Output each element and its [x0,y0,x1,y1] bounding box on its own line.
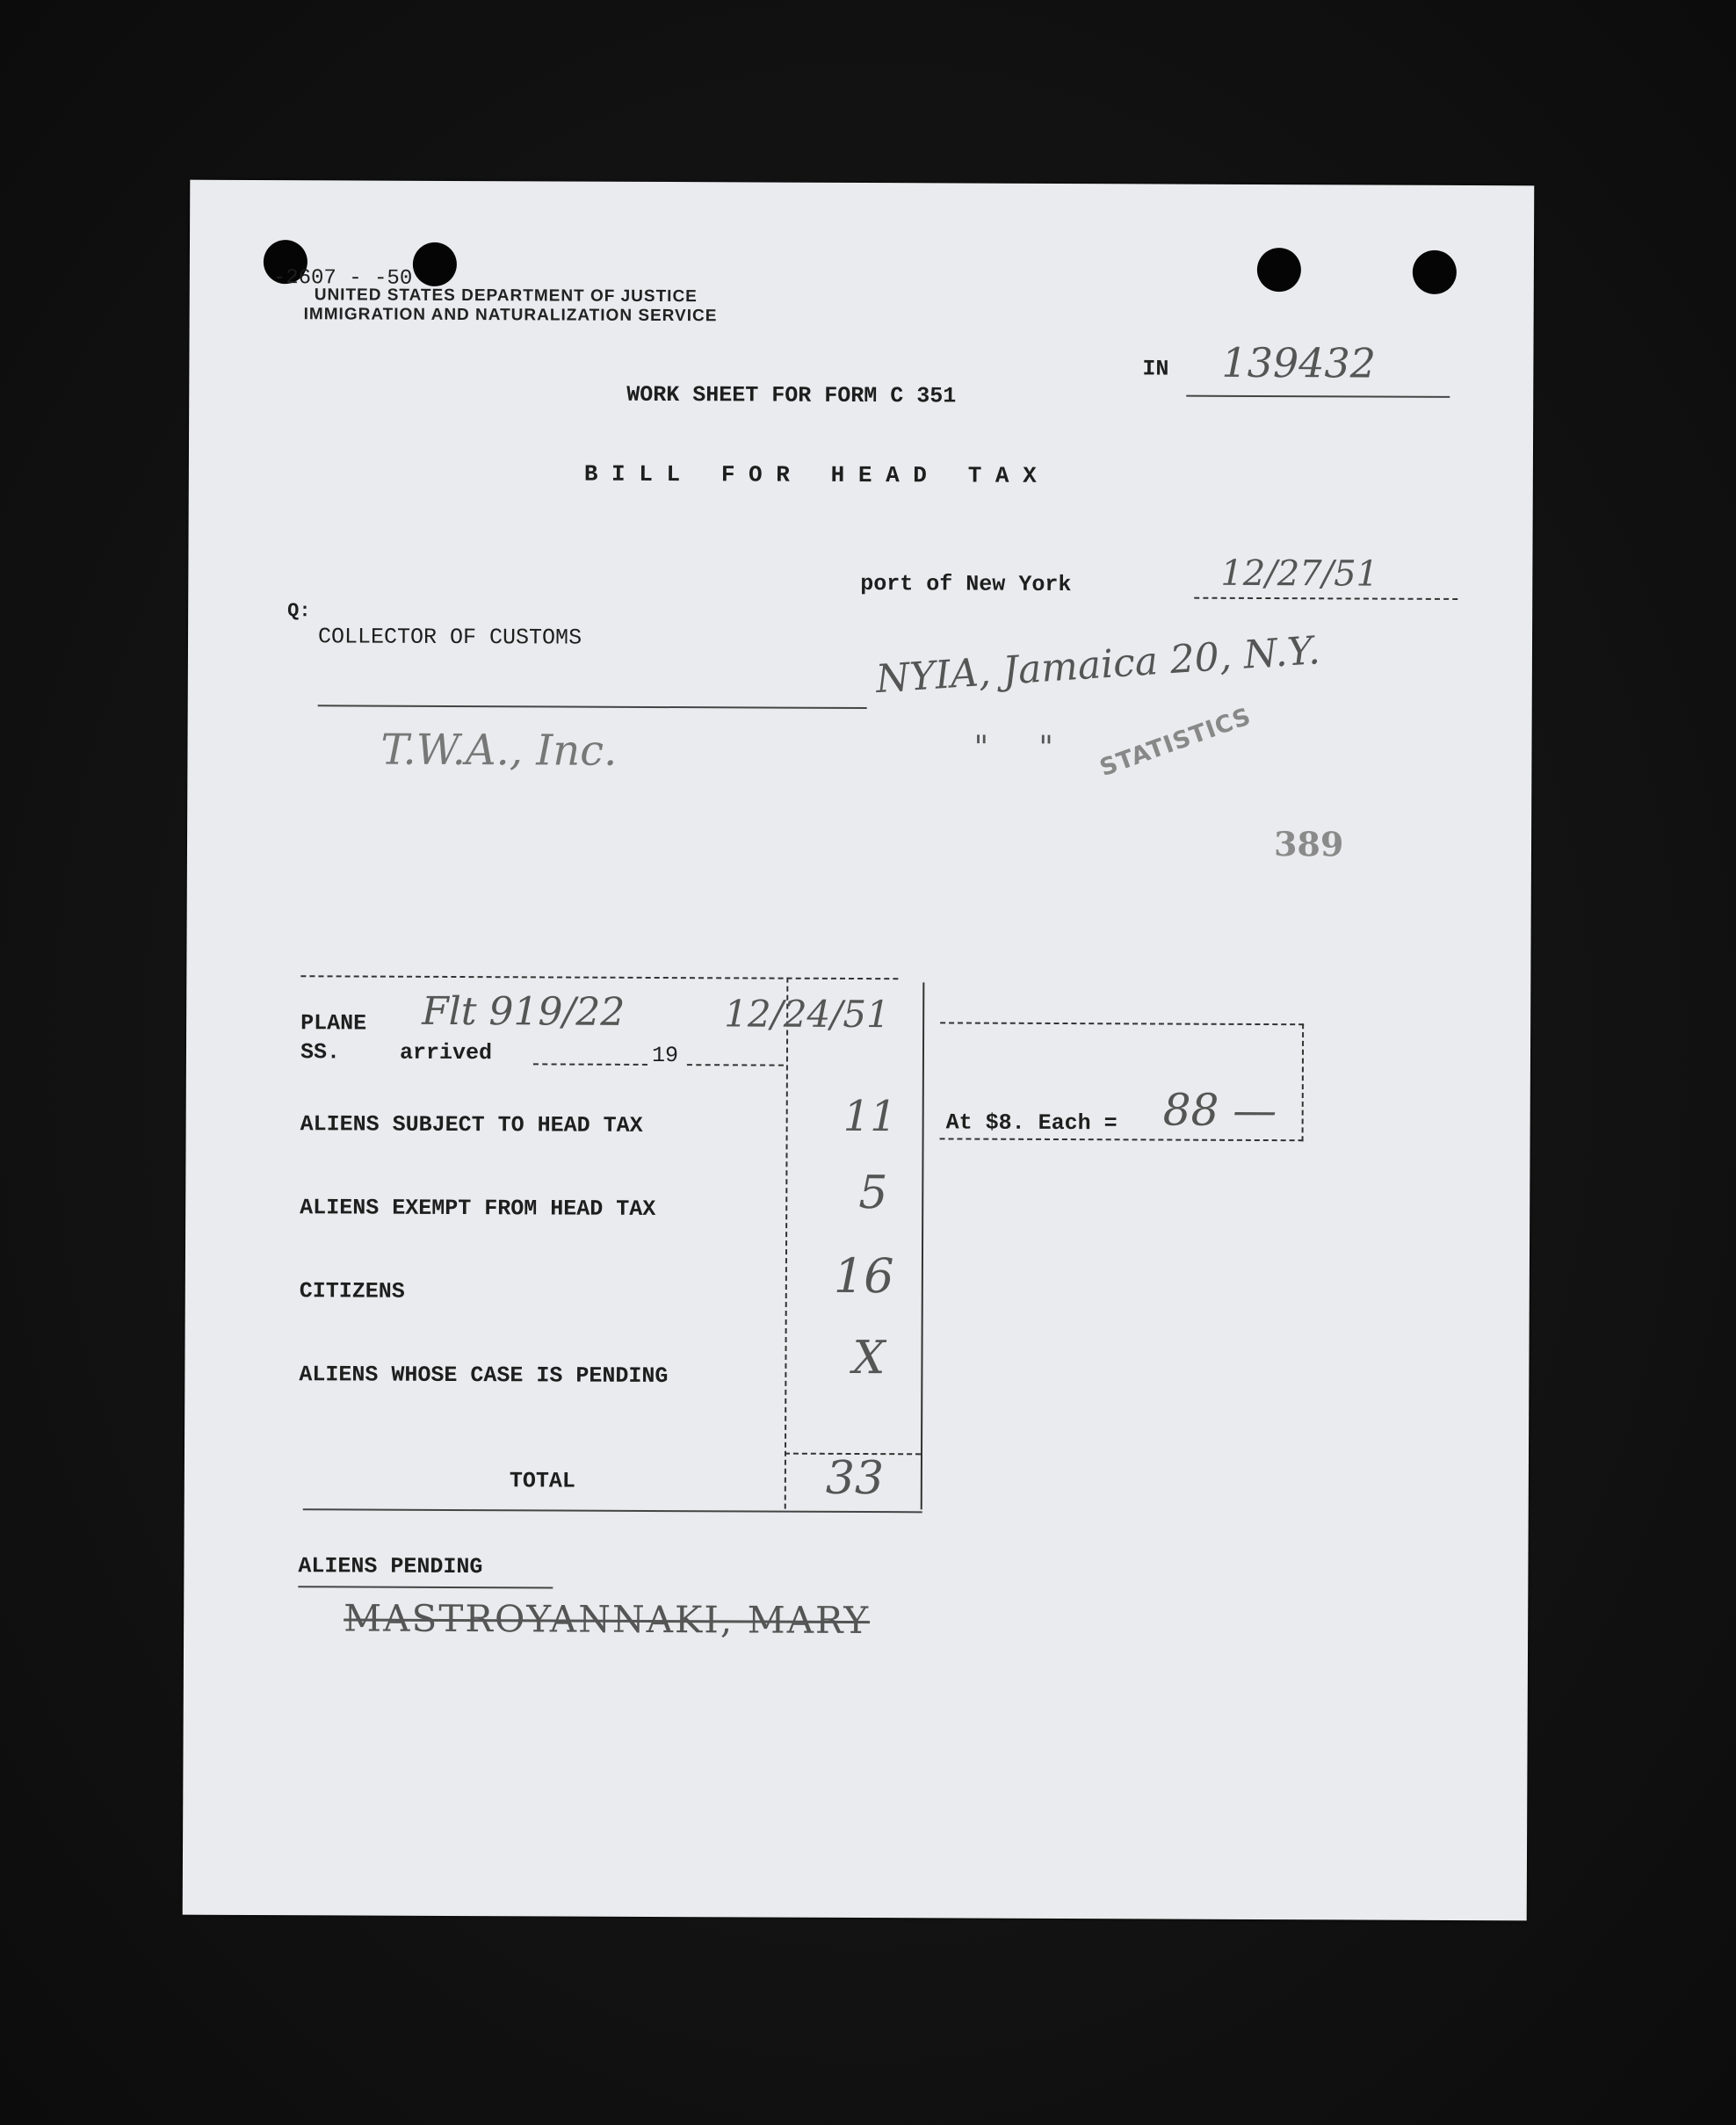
in-number: 139432 [1221,338,1377,387]
row-value-pending: X [852,1331,886,1385]
total-value: 33 [825,1451,885,1506]
bill-title: B I L L F O R H E A D T A X [583,460,1037,489]
row-label-exempt: ALIENS EXEMPT FROM HEAD TAX [300,1195,656,1222]
punch-hole-right-1 [1257,248,1301,292]
location-handwritten: NYIA, Jamaica 20, N.Y. [874,628,1322,703]
row-value-exempt: 5 [858,1167,888,1220]
arrived-label: arrived [399,1039,493,1066]
in-number-underline [1186,395,1450,398]
collector-label: COLLECTOR OF CUSTOMS [317,624,582,651]
agency-line-1: UNITED STATES DEPARTMENT OF JUSTICE [314,286,698,307]
ditto-marks: " " [973,729,1053,766]
punch-hole-left-2 [413,242,457,286]
file-reference: -2607 - -50 [272,266,413,291]
fee-amount: 88 — [1162,1084,1277,1137]
carrier-handwritten: T.W.A., Inc. [380,725,618,776]
worksheet-title: WORK SHEET FOR FORM C 351 [626,381,957,409]
pending-name-struck: MASTROYANNAKI, MARY [344,1596,871,1643]
arrival-date: 12/24/51 [724,992,890,1037]
arrived-underline-1 [533,1063,647,1066]
row-value-citizens: 16 [833,1247,894,1305]
table-bottom-rule [303,1508,922,1513]
in-label: IN [1142,356,1169,382]
collector-underline [318,705,867,709]
agency-line-2: IMMIGRATION AND NATURALIZATION SERVICE [303,305,718,326]
total-label: TOTAL [509,1468,575,1494]
table-top-rule [300,975,898,979]
year-prefix: 19 [651,1042,679,1069]
pending-heading-underline [298,1586,553,1588]
row-label-citizens: CITIZENS [299,1278,405,1305]
arrived-underline-2 [687,1064,784,1066]
date-handwritten: 12/27/51 [1220,553,1379,595]
pending-heading: ALIENS PENDING [298,1553,483,1580]
stamp-number: 389 [1273,824,1344,864]
punch-hole-right-2 [1413,250,1457,294]
table-divider-right [921,982,925,1509]
row-label-pending: ALIENS WHOSE CASE IS PENDING [299,1362,669,1390]
date-underline [1194,597,1458,600]
plane-label: PLANE [300,1010,367,1037]
port-label: port of New York [860,571,1072,598]
ss-label: SS. [300,1039,341,1066]
statistics-stamp: STATISTICS [1096,702,1255,783]
row-value-subject: 11 [843,1091,897,1142]
fee-label: At $8. Each = [945,1109,1118,1137]
row-label-subject: ALIENS SUBJECT TO HEAD TAX [300,1111,643,1138]
document-page [183,180,1535,1921]
to-label: Q: [287,600,311,623]
flight-number: Flt 919/22 [422,988,626,1035]
table-divider-left [785,978,789,1509]
